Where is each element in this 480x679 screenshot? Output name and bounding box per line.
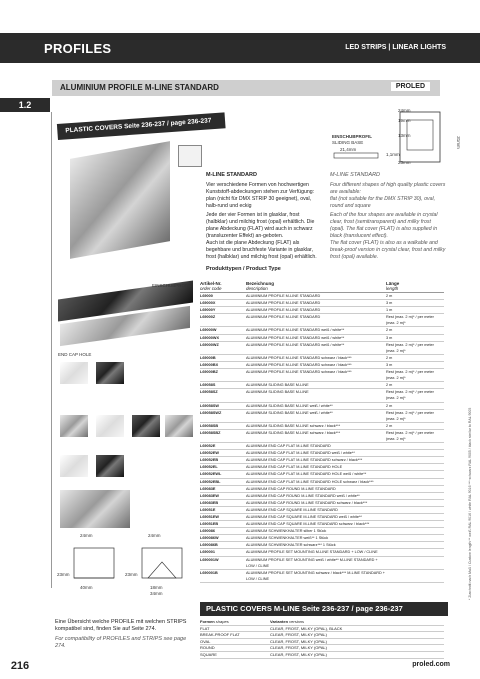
note-en: For compatibility of PROFILES and STRIPS see page 274. bbox=[55, 636, 187, 650]
end-cap-photo-5 bbox=[132, 415, 160, 437]
description: ALUMINIUM PROFILE M-LINE STANDARD bbox=[246, 315, 321, 320]
covers-header bbox=[200, 619, 444, 626]
length bbox=[386, 479, 444, 485]
covers-row bbox=[200, 639, 444, 646]
page-number: 216 bbox=[10, 660, 30, 672]
dim-mount-24: 24mm bbox=[80, 533, 93, 538]
description: ALUMINIUM END CAP ROUND M-LINE STANDARD schwarz / black*** bbox=[246, 500, 368, 505]
header-right: LED STRIPS | LINEAR LIGHTS bbox=[345, 44, 446, 51]
dim-31: 31mm bbox=[455, 136, 461, 149]
col-shapes: Formen bbox=[200, 619, 215, 624]
shape: FLAT bbox=[200, 625, 210, 631]
end-cap-photo-7 bbox=[60, 455, 88, 477]
description: ALUMINIUM SCHWENKHALTER schwarz*** 1 Stück bbox=[246, 543, 336, 548]
description: ALUMINIUM PROFILE SET MOUNTING schwarz / black*** M-LINE STANDARD + LOW / CLINE bbox=[246, 570, 385, 581]
length: 3 m bbox=[386, 301, 393, 306]
description: ALUMINIUM END CAP ROUND M-LINE STANDARD weiß / white** bbox=[246, 493, 360, 498]
dim-mount-18: 18mm bbox=[150, 585, 163, 590]
length: Rest (max. 2 m)* / per meter (max. 2 m)* bbox=[386, 370, 434, 381]
length bbox=[386, 514, 444, 520]
length: Rest (max. 2 m)* / per meter (max. 2 m)* bbox=[386, 430, 434, 441]
table-row bbox=[200, 450, 444, 457]
length bbox=[386, 557, 444, 569]
shape: BREAK-PROOF FLAT bbox=[200, 632, 240, 638]
length: 2 m bbox=[386, 383, 393, 388]
description: ALUMINIUM PROFILE M-LINE STANDARD schwarz / black*** bbox=[246, 362, 352, 367]
dim-1-1: 1,1mm bbox=[386, 152, 400, 157]
description: ALUMINIUM END CAP FLAT M-LINE STANDARD bbox=[246, 444, 331, 449]
end-cap-hole-label: END CAP HOLE bbox=[58, 352, 92, 357]
covers-table bbox=[200, 619, 444, 659]
table-row bbox=[200, 500, 444, 507]
description: ALUMINIUM END CAP FLAT M-LINE STANDARD HOLE weiß / white** bbox=[246, 472, 367, 477]
end-cap-photo-3 bbox=[60, 415, 88, 437]
length bbox=[386, 464, 444, 470]
table-row bbox=[200, 410, 444, 423]
length: Rest (max. 2 m)* / per meter (max. 2 m)* bbox=[386, 315, 434, 326]
shape: ROUND bbox=[200, 645, 215, 651]
order-code: L69000Z bbox=[200, 315, 216, 320]
versions: CLEAR, FROST, MILKY (OPAL), BLACK bbox=[270, 625, 343, 631]
col-length: Länge bbox=[386, 281, 400, 286]
profile-photo-main bbox=[70, 141, 170, 259]
versions: CLEAR, FROST, MILKY (OPAL) bbox=[270, 632, 327, 638]
order-code: L69000 bbox=[200, 294, 213, 298]
table-row bbox=[200, 307, 444, 314]
order-code: L69000W bbox=[200, 328, 217, 333]
covers-row bbox=[200, 632, 444, 639]
length: 3 m bbox=[386, 362, 393, 367]
de-text-2: plan (nicht für DMX STRIP 30 geeignet), oval, halb-rund und eckig bbox=[206, 196, 312, 210]
length: 2 m bbox=[386, 328, 393, 333]
de-text-4: Auch ist die plane Abdeckung (FLAT) als begehbare und bruchfeste Variante in glasklar, frost (halbklar) und milchig frost (opal) erhältlich. bbox=[206, 240, 317, 261]
order-code: L69083EW bbox=[200, 493, 219, 498]
en-text-1: Four different shapes of high quality plastic covers are available: bbox=[330, 182, 446, 196]
length bbox=[386, 443, 444, 449]
order-code: L69058SBZ bbox=[200, 430, 221, 435]
dim-mount-40: 40mm bbox=[80, 585, 93, 590]
order-code: L69000BZ bbox=[200, 370, 218, 375]
length bbox=[386, 535, 444, 541]
length bbox=[386, 528, 444, 534]
order-code: L69052EL bbox=[200, 465, 218, 470]
length bbox=[386, 457, 444, 463]
description: ALUMINIUM PROFILE M-LINE STANDARD weiß / white** bbox=[246, 335, 345, 340]
dim-13: 13mm bbox=[398, 133, 411, 138]
swivel-holder-photo bbox=[60, 490, 130, 528]
section-number: 1.2 bbox=[0, 98, 50, 112]
col-length-en: length bbox=[386, 286, 399, 291]
order-code: L690001 bbox=[200, 550, 215, 555]
table-row bbox=[200, 507, 444, 514]
col-shapes-en: shapes bbox=[215, 619, 229, 624]
table-row bbox=[200, 471, 444, 478]
end-cap-photo-4 bbox=[96, 415, 124, 437]
order-code: L690001B bbox=[200, 570, 218, 575]
versions: CLEAR, FROST, MILKY (OPAL) bbox=[270, 651, 327, 657]
order-code: L690001W bbox=[200, 557, 219, 562]
end-cap-photo-1 bbox=[60, 362, 88, 384]
description: ALUMINIUM PROFILE M-LINE STANDARD bbox=[246, 301, 321, 306]
length: 2 m bbox=[386, 423, 393, 428]
sliding-base-caption: EINSCHUBPROFIL bbox=[152, 283, 192, 288]
en-label: M-LINE STANDARD bbox=[330, 172, 381, 178]
table-row bbox=[200, 457, 444, 464]
table-row bbox=[200, 423, 444, 430]
product-type-label: Produkttypen / Product Type bbox=[206, 266, 281, 272]
description: ALUMINIUM SLIDING BASE M-LINE bbox=[246, 383, 309, 388]
description: ALUMINIUM SCHWENKHALTER weiß** 1 Stück bbox=[246, 536, 329, 541]
dim-mount-23b: 23mm bbox=[125, 572, 138, 577]
shape: SQUARE bbox=[200, 651, 217, 657]
versions: CLEAR, FROST, MILKY (OPAL) bbox=[270, 645, 327, 651]
description: ALUMINIUM END CAP FLAT M-LINE STANDARD HOLE bbox=[246, 465, 343, 470]
description: ALUMINIUM PROFILE SET MOUNTING weiß / white** M-LINE STANDARD + LOW / CLINE bbox=[246, 557, 378, 568]
order-code: L69000X bbox=[200, 301, 216, 306]
en-text-4: The flat cover (FLAT) is also as a walkable and break-proof version in crystal clear, frost and milky frost (opal) available. bbox=[330, 240, 446, 261]
table-row bbox=[200, 342, 444, 355]
table-row bbox=[200, 549, 444, 556]
table-row bbox=[200, 528, 444, 535]
order-code: L690086B bbox=[200, 543, 218, 548]
shape: OVAL bbox=[200, 638, 211, 644]
order-code: L69000Y bbox=[200, 308, 216, 313]
table-row bbox=[200, 570, 444, 583]
description: ALUMINIUM END CAP FLAT M-LINE STANDARD schwarz / black*** bbox=[246, 458, 363, 463]
description: ALUMINIUM PROFILE M-LINE STANDARD schwarz / black*** bbox=[246, 355, 352, 360]
product-table bbox=[200, 281, 444, 583]
dim-24: 24mm bbox=[398, 108, 411, 113]
table-row bbox=[200, 389, 444, 402]
en-text-2: flat (not suitable for the DMX STRIP 30), oval, round and square bbox=[330, 196, 436, 210]
certification-icon bbox=[178, 145, 202, 167]
section-title: ALUMINIUM PROFILE M-LINE STANDARD bbox=[60, 83, 219, 92]
length bbox=[386, 500, 444, 506]
description: ALUMINIUM PROFILE M-LINE STANDARD bbox=[246, 294, 321, 298]
table-row bbox=[200, 355, 444, 362]
sliding-base-label-en: SLIDING BASE bbox=[332, 140, 364, 145]
dim-mount-23: 23mm bbox=[57, 572, 70, 577]
covers-row bbox=[200, 626, 444, 633]
order-code: L69052EWL bbox=[200, 472, 222, 477]
cross-section-drawing bbox=[395, 108, 455, 168]
description: ALUMINIUM PROFILE M-LINE STANDARD weiß / white** bbox=[246, 328, 345, 333]
covers-row bbox=[200, 645, 444, 652]
table-row bbox=[200, 362, 444, 369]
table-row bbox=[200, 293, 444, 300]
length: 1 m bbox=[386, 308, 393, 313]
order-code: L69052EW bbox=[200, 451, 219, 456]
order-code: L69000WZ bbox=[200, 342, 219, 347]
mounting-drawing-1 bbox=[60, 540, 130, 585]
footer bbox=[0, 655, 480, 675]
mounting-drawing-2 bbox=[128, 540, 198, 585]
table-row bbox=[200, 443, 444, 450]
versions: CLEAR, FROST, MILKY (OPAL) bbox=[270, 638, 327, 644]
length bbox=[386, 471, 444, 477]
table-row bbox=[200, 557, 444, 570]
description: ALUMINIUM PROFILE M-LINE STANDARD schwarz / black*** bbox=[246, 370, 352, 375]
description: ALUMINIUM SLIDING BASE M-LINE schwarz / black*** bbox=[246, 423, 341, 428]
table-row bbox=[200, 327, 444, 334]
table-row bbox=[200, 300, 444, 307]
footnote-side: * Zuschnitt nach Maß / Custom length ** weiß RAL 9016 / white RAL 9016 *** schwarz RAL 9005 / black similar to RAL 9005 bbox=[468, 407, 472, 600]
col-description: Bezeichnung bbox=[246, 281, 275, 286]
description: ALUMINIUM END CAP SQUARE M-LINE STANDARD weiß / white** bbox=[246, 515, 362, 519]
table-row bbox=[200, 369, 444, 382]
description: ALUMINIUM END CAP SQUARE M-LINE STANDARD schwarz / black*** bbox=[246, 522, 370, 527]
table-row bbox=[200, 382, 444, 389]
length: 2 m bbox=[386, 355, 393, 360]
description: ALUMINIUM END CAP ROUND M-LINE STANDARD bbox=[246, 486, 336, 491]
dim-23: 23mm bbox=[398, 160, 411, 165]
order-code: L69058SWZ bbox=[200, 410, 222, 415]
description: ALUMINIUM END CAP FLAT M-LINE STANDARD HOLE schwarz / black*** bbox=[246, 479, 374, 484]
en-text-3: Each of the four shapes are available in crystal clear, frost (semitransparent) and milky frost (opal). The flat cover (FLAT) is also supplied in black (translucent effect). bbox=[330, 212, 438, 240]
order-code: L69083EB bbox=[200, 500, 219, 505]
length: 2 m bbox=[386, 403, 393, 408]
website-link[interactable]: proled.com bbox=[412, 661, 450, 668]
length bbox=[386, 521, 444, 527]
description: ALUMINIUM PROFILE M-LINE STANDARD weiß / white** bbox=[246, 342, 345, 347]
header-bar bbox=[0, 33, 480, 63]
note-de: Eine Übersicht welche PROFILE mit welchen STRIPS kompatibel sind, finden Sie auf Seite 274. bbox=[55, 619, 187, 633]
length: Rest (max. 2 m)* / per meter (max. 2 m)* bbox=[386, 390, 434, 401]
length: 2 m bbox=[386, 294, 393, 298]
end-cap-photo-6 bbox=[165, 415, 193, 437]
description: ALUMINIUM SLIDING BASE M-LINE weiß / white** bbox=[246, 403, 333, 408]
length bbox=[386, 542, 444, 548]
table-row bbox=[200, 493, 444, 500]
covers-banner: PLASTIC COVERS M-LINE Seite 236-237 / page 236-237 bbox=[200, 602, 448, 616]
dim-21-4: 21,4mm bbox=[340, 147, 357, 152]
description: ALUMINIUM END CAP FLAT M-LINE STANDARD weiß / white** bbox=[246, 451, 355, 456]
divider bbox=[51, 112, 52, 588]
table-row bbox=[200, 514, 444, 521]
description: ALUMINIUM SLIDING BASE M-LINE schwarz / black*** bbox=[246, 430, 341, 435]
col-versions-en: versions bbox=[289, 619, 305, 624]
header-title: PROFILES bbox=[44, 41, 112, 56]
order-code: L69051EW bbox=[200, 515, 219, 519]
order-code: L690086W bbox=[200, 536, 219, 541]
order-code: L69052EB bbox=[200, 458, 219, 463]
order-code: L69052EBL bbox=[200, 479, 221, 484]
table-row bbox=[200, 486, 444, 493]
dim-mount-24b: 24mm bbox=[148, 533, 161, 538]
order-code: L69000B bbox=[200, 355, 216, 360]
de-text-3: Jede der vier Formen ist in glasklar, frost (halbklar) und milchig frost (opal) erhältlich. Die plane Abdeckung (FLAT) wird auch in schwarz (transluzenter Effekt) an-geboten. bbox=[206, 212, 315, 240]
order-code: L69058SB bbox=[200, 423, 219, 428]
table-row bbox=[200, 535, 444, 542]
de-label: M-LINE STANDARD bbox=[206, 172, 257, 178]
length bbox=[386, 570, 444, 582]
table-row bbox=[200, 542, 444, 549]
col-order-code-en: order code bbox=[200, 286, 222, 291]
plastic-covers-banner: PLASTIC COVERS Seite 236-237 / page 236-237 bbox=[57, 112, 226, 140]
order-code: L69000BX bbox=[200, 362, 219, 367]
length: 3 m bbox=[386, 335, 393, 340]
order-code: L69000WX bbox=[200, 335, 219, 340]
length bbox=[386, 486, 444, 492]
section-header bbox=[52, 80, 440, 96]
length bbox=[386, 450, 444, 456]
table-row bbox=[200, 403, 444, 410]
description: ALUMINIUM PROFILE SET MOUNTING M-LINE STANDARD + LOW / CLINE bbox=[246, 550, 378, 555]
table-row bbox=[200, 314, 444, 327]
order-code: L69052E bbox=[200, 444, 216, 449]
end-cap-photo-8 bbox=[96, 455, 124, 477]
col-versions: Varianten bbox=[270, 619, 289, 624]
brand-logo: PROLED bbox=[391, 82, 430, 91]
table-row bbox=[200, 335, 444, 342]
length: Rest (max. 2 m)* / per meter (max. 2 m)* bbox=[386, 410, 434, 421]
description: ALUMINIUM SCHWENKHALTER silber 1 Stück bbox=[246, 529, 327, 534]
order-code: L69058SZ bbox=[200, 390, 218, 395]
table-row bbox=[200, 521, 444, 528]
length bbox=[386, 549, 444, 555]
end-cap-photo-2 bbox=[96, 362, 124, 384]
description: ALUMINIUM PROFILE M-LINE STANDARD bbox=[246, 308, 321, 313]
dim-19: 19mm bbox=[398, 118, 411, 123]
length: Rest (max. 2 m)* / per meter (max. 2 m)* bbox=[386, 342, 434, 353]
order-code: L69051EB bbox=[200, 522, 219, 527]
order-code: L690086 bbox=[200, 529, 215, 534]
length bbox=[386, 493, 444, 499]
order-code: L69058SW bbox=[200, 403, 219, 408]
col-order-code: Artikel-Nr. bbox=[200, 281, 222, 286]
sliding-base-label: EINSCHUBPROFIL bbox=[332, 134, 373, 139]
description: ALUMINIUM SLIDING BASE M-LINE weiß / white** bbox=[246, 410, 333, 415]
table-row bbox=[200, 464, 444, 471]
table-row bbox=[200, 430, 444, 443]
table-header bbox=[200, 281, 444, 293]
col-description-en: description bbox=[246, 286, 268, 291]
description: ALUMINIUM SLIDING BASE M-LINE bbox=[246, 390, 309, 395]
de-text-1: Vier verschiedene Formen von hochwertigen Kunststoff-abdeckungen stehen zur Verfügung: bbox=[206, 182, 315, 196]
dim-mount-34: 34mm bbox=[150, 591, 163, 596]
description: ALUMINIUM END CAP SQUARE M-LINE STANDARD bbox=[246, 507, 338, 512]
order-code: L69083E bbox=[200, 486, 216, 491]
order-code: L69058S bbox=[200, 383, 216, 388]
length bbox=[386, 507, 444, 513]
table-row bbox=[200, 479, 444, 486]
order-code: L69051E bbox=[200, 507, 216, 512]
